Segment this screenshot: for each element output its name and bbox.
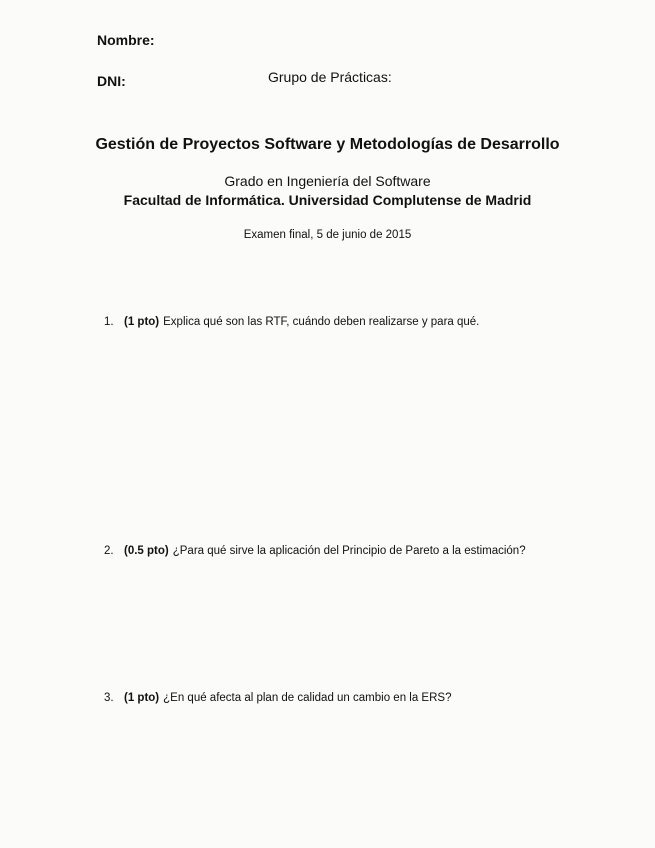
dni-label: DNI: <box>97 73 126 89</box>
question-points: (1 pto) <box>124 316 160 328</box>
question-number: 1. <box>104 316 114 328</box>
grupo-practicas-label: Grupo de Prácticas: <box>268 69 392 85</box>
exam-title: Gestión de Proyectos Software y Metodologías de Desarrollo <box>95 136 560 153</box>
question-points: (1 pto) <box>124 692 160 704</box>
question-3 <box>104 692 451 704</box>
question-2 <box>104 545 526 557</box>
question-points: (0.5 pto) <box>124 545 169 557</box>
faculty-name: Facultad de Informática. Universidad Complutense de Madrid <box>123 192 532 208</box>
exam-date: Examen final, 5 de junio de 2015 <box>243 229 412 241</box>
question-text: ¿En qué afecta al plan de calidad un cambio en la ERS? <box>163 692 452 704</box>
question-text: ¿Para qué sirve la aplicación del Principio de Pareto a la estimación? <box>172 545 526 557</box>
degree-name: Grado en Ingeniería del Software <box>224 173 431 189</box>
nombre-label: Nombre: <box>97 32 155 48</box>
question-text: Explica qué son las RTF, cuándo deben realizarse y para qué. <box>163 316 480 328</box>
question-number: 2. <box>104 545 114 557</box>
question-1 <box>104 316 479 328</box>
question-number: 3. <box>104 692 114 704</box>
